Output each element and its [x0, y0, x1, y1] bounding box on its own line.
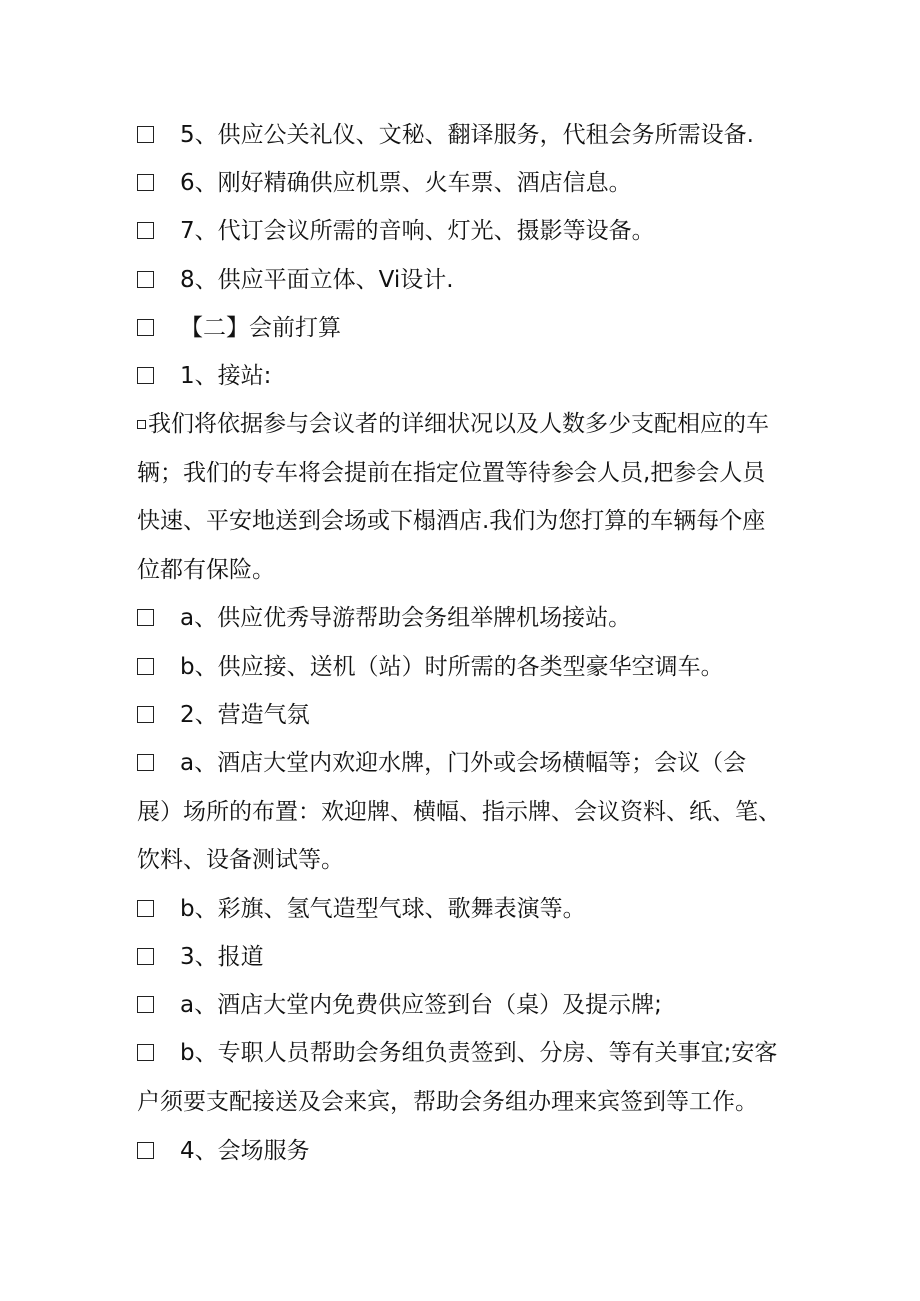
checkbox-icon	[137, 948, 154, 965]
paragraph-line: 位都有保险。	[137, 556, 275, 583]
list-item-text: a、酒店大堂内免费供应签到台（桌）及提示牌;	[180, 992, 662, 1018]
list-item-text: 6、刚好精确供应机票、火车票、酒店信息。	[180, 170, 632, 196]
list-item-text: a、供应优秀导游帮助会务组举牌机场接站。	[180, 605, 632, 631]
small-box-icon	[137, 420, 146, 429]
list-item	[137, 120, 754, 150]
list-item-text: 7、代订会议所需的音响、灯光、摄影等设备。	[180, 218, 655, 244]
checkbox-icon	[137, 271, 154, 288]
paragraph-line: 快速、平安地送到会场或下榻酒店.我们为您打算的车辆每个座	[137, 508, 766, 534]
list-item-text: 4、会场服务	[180, 1138, 310, 1164]
section-heading-text: 【二】会前打算	[180, 315, 341, 341]
checkbox-icon	[137, 609, 154, 626]
checkbox-icon	[137, 996, 154, 1013]
paragraph-line: 展）场所的布置：欢迎牌、横幅、指示牌、会议资料、纸、笔、	[137, 798, 781, 825]
paragraph-line: 户须要支配接送及会来宾，帮助会务组办理来宾签到等工作。	[137, 1088, 758, 1115]
list-item-text: 2、营造气氛	[180, 702, 310, 728]
section-heading	[137, 313, 341, 343]
list-item	[137, 216, 655, 246]
list-item	[137, 652, 724, 682]
checkbox-icon	[137, 126, 154, 143]
list-item-text: 8、供应平面立体、Vi设计.	[180, 267, 454, 293]
list-item	[137, 700, 310, 730]
checkbox-icon	[137, 174, 154, 191]
checkbox-icon	[137, 900, 154, 917]
checkbox-icon	[137, 1142, 154, 1159]
paragraph	[137, 1029, 787, 1126]
paragraph-line: a、酒店大堂内欢迎水牌，门外或会场横幅等；会议（会	[137, 739, 787, 788]
list-item-text: b、供应接、送机（站）时所需的各类型豪华空调车。	[180, 654, 724, 680]
list-item-text: 1、接站:	[180, 363, 272, 389]
paragraph-line: 我们将依据参与会议者的详细状况以及人数多少支配相应的车	[137, 400, 787, 449]
checkbox-icon	[137, 319, 154, 336]
checkbox-icon	[137, 222, 154, 239]
list-item	[137, 168, 632, 198]
list-item	[137, 603, 631, 633]
list-item	[137, 990, 662, 1020]
paragraph-line: b、专职人员帮助会务组负责签到、分房、等有关事宜;安客	[137, 1029, 787, 1078]
list-item-text: 5、供应公关礼仪、文秘、翻译服务，代租会务所需设备.	[180, 122, 754, 148]
paragraph-line: 饮料、设备测试等。	[137, 847, 344, 873]
list-item-text: b、彩旗、氢气造型气球、歌舞表演等。	[180, 896, 586, 922]
checkbox-icon	[137, 1044, 154, 1061]
checkbox-icon	[137, 658, 154, 675]
list-item	[137, 361, 271, 391]
list-item-text: 3、报道	[180, 944, 264, 970]
checkbox-icon	[137, 367, 154, 384]
list-item	[137, 894, 586, 924]
paragraph	[137, 400, 787, 594]
paragraph	[137, 739, 787, 885]
paragraph-line: 辆；我们的专车将会提前在指定位置等待参会人员,把参会人员	[137, 459, 766, 486]
list-item	[137, 265, 454, 295]
list-item	[137, 942, 264, 972]
checkbox-icon	[137, 706, 154, 723]
checkbox-icon	[137, 754, 154, 771]
list-item	[137, 1136, 310, 1166]
